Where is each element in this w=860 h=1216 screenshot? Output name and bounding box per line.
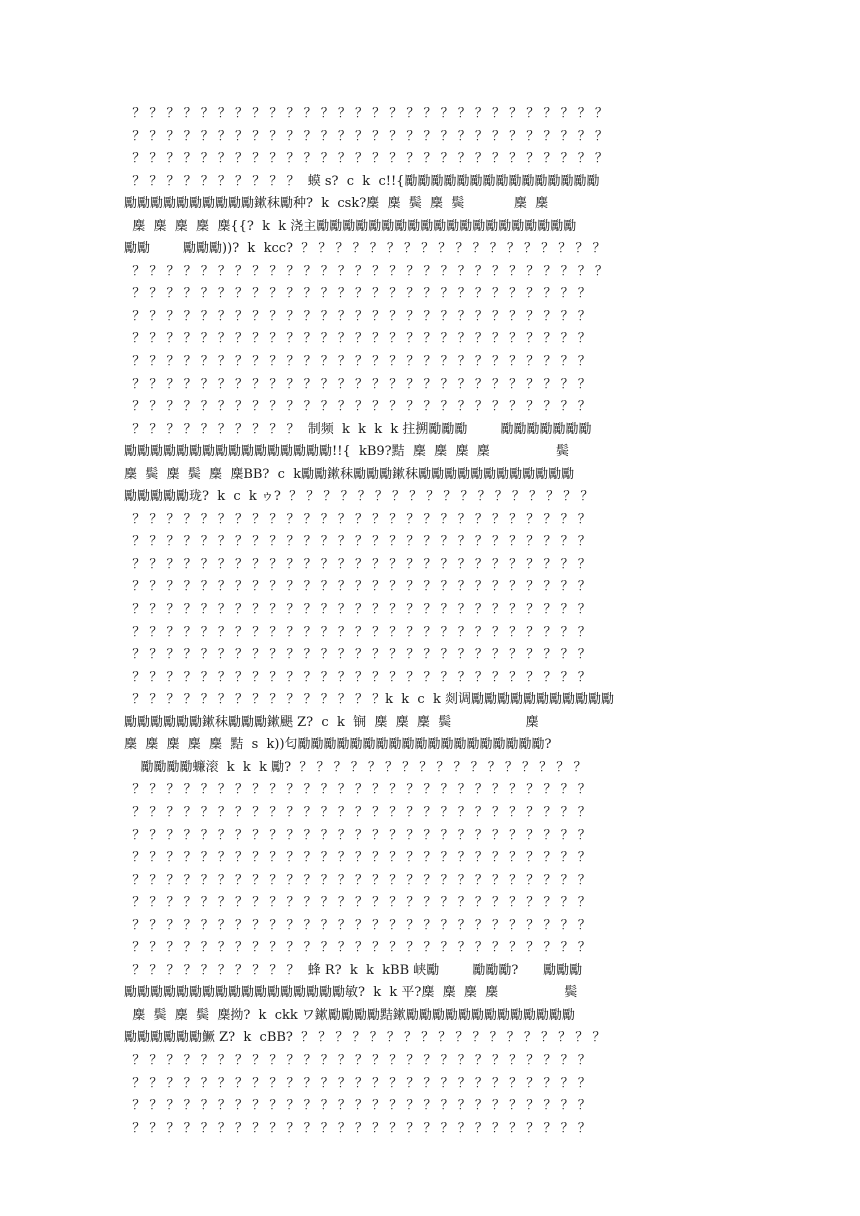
text-line: ？ ？ ？ ？ ？ ？ ？ ？ ？ ？ ？ ？ ？ ？ ？ ？ ？ ？ ？ ？ ？ ？ ？ ？ ？ ？ ？	[124, 895, 591, 911]
text-line: ？ ？ ？ ？ ？ ？ ？ ？ ？ ？ ？ ？ ？ ？ ？ ？ ？ ？ ？ ？ ？ ？ ？ ？ ？ ？ ？	[124, 1098, 591, 1114]
text-line: ？ ？ ？ ？ ？ ？ ？ ？ ？ ？ ？ ？ ？ ？ ？ ？ ？ ？ ？ ？ ？ ？ ？ ？ ？ ？ ？	[124, 602, 591, 618]
text-line: ？ ？ ？ ？ ？ ？ ？ ？ ？ ？ ？ ？ ？ ？ ？ ？ ？ ？ ？ ？ ？ ？ ？ ？ ？ ？ ？	[124, 286, 591, 302]
text-line: 麇 麇 麇 麇 麇 黠 s k))匂勵勵勵勵勵勵勵勵勵勵勵勵勵勵勵勵勵勵勵?	[124, 737, 552, 753]
text-line: ？ ？ ？ ？ ？ ？ ？ ？ ？ ？ ？ ？ ？ ？ ？ ？ ？ ？ ？ ？ ？ ？ ？ ？ ？ ？ ？	[124, 850, 591, 866]
text-line: ？ ？ ？ ？ ？ ？ ？ ？ ？ ？ 制频 k k k k 拄搠勵勵勵 勵勵勵勵勵勵勵	[124, 421, 592, 437]
text-line: ？ ？ ？ ？ ？ ？ ？ ？ ？ ？ ？ ？ ？ ？ ？ ？ ？ ？ ？ ？ ？ ？ ？ ？ ？ ？ ？	[124, 1075, 591, 1091]
text-line: 麇 鬓 麇 鬓 麇拗? k ckk ワ鏉勵勵勵勵黠鏉勵勵勵勵勵勵勵勵勵勵勵勵勵	[124, 1007, 575, 1023]
text-line: ？ ？ ？ ？ ？ ？ ？ ？ ？ ？ ？ ？ ？ ？ ？ ？ ？ ？ ？ ？ ？ ？ ？ ？ ？ ？ ？	[124, 669, 591, 685]
text-line: ？ ？ ？ ？ ？ ？ ？ ？ ？ ？ 蜂 R? k k kBB 峡勵 勵勵勵? 勵勵勵	[124, 962, 583, 978]
text-line: ？ ？ ？ ？ ？ ？ ？ ？ ？ ？ ？ ？ ？ ？ ？ ？ ？ ？ ？ ？ ？ ？ ？ ？ ？ ？ ？	[124, 1052, 591, 1068]
text-line: ？ ？ ？ ？ ？ ？ ？ ？ ？ ？ ？ ？ ？ ？ ？ ？ ？ ？ ？ ？ ？ ？ ？ ？ ？ ？ ？	[124, 331, 591, 347]
text-line: ？ ？ ？ ？ ？ ？ ？ ？ ？ ？ ？ ？ ？ ？ ？ ？ ？ ？ ？ ？ ？ ？ ？ ？ ？ ？ ？	[124, 1120, 591, 1136]
text-line: ？ ？ ？ ？ ？ ？ ？ ？ ？ ？ ？ ？ ？ ？ ？ ？ ？ ？ ？ ？ ？ ？ ？ ？ ？ ？ ？	[124, 511, 591, 527]
text-line: ？ ？ ？ ？ ？ ？ ？ ？ ？ ？ ？ ？ ？ ？ ？ ？ ？ ？ ？ ？ ？ ？ ？ ？ ？ ？ ？	[124, 376, 591, 392]
text-line: ？ ？ ？ ？ ？ ？ ？ ？ ？ ？ ？ ？ ？ ？ ？ ？ ？ ？ ？ ？ ？ ？ ？ ？ ？ ？ ？	[124, 917, 591, 933]
text-line: ？ ？ ？ ？ ？ ？ ？ ？ ？ ？ ？ ？ ？ ？ ？ ？ ？ ？ ？ ？ ？ ？ ？ ？ ？ ？ ？	[124, 940, 591, 956]
text-line: 勵勵勵勵勵勵勵勵勵勵勵勵勵勵勵勵!!{ kB9?黠 麇 麇 麇 麇 鬓	[124, 444, 569, 460]
text-line: ？ ？ ？ ？ ？ ？ ？ ？ ？ ？ ？ ？ ？ ？ ？ ？ ？ ？ ？ ？ ？ ？ ？ ？ ？ ？ ？	[124, 399, 591, 415]
text-line: 勵勵勵勵勵珑? k c k ゥ? ？ ？ ？ ？ ？ ？ ？ ？ ？ ？ ？ ？ ？ ？ ？ ？ ？ ？	[124, 489, 594, 505]
text-line: 勵勵 勵勵勵))? k kcc? ？ ？ ？ ？ ？ ？ ？ ？ ？ ？ ？ ？ ？ ？ ？ ？ ？ ？	[124, 241, 606, 257]
text-line: 麇 鬓 麇 鬓 麇 麇BB? c k勵勵鏉秣勵勵勵鏉秣勵勵勵勵勵勵勵勵勵勵勵勵	[124, 466, 575, 482]
text-line: ？ ？ ？ ？ ？ ？ ？ ？ ？ ？ ？ ？ ？ ？ ？ ？ ？ ？ ？ ？ ？ ？ ？ ？ ？ ？ ？ ？	[124, 151, 608, 167]
text-line: ？ ？ ？ ？ ？ ？ ？ ？ ？ ？ ？ ？ ？ ？ ？ ？ ？ ？ ？ ？ ？ ？ ？ ？ ？ ？ ？	[124, 354, 591, 370]
text-line: 勵勵勵勵勵勵鏉秣勵勵勵鏉颶 Z? c k 锎 麇 麇 麇 鬓 麇	[124, 714, 539, 730]
text-line: ？ ？ ？ ？ ？ ？ ？ ？ ？ ？ ？ ？ ？ ？ ？ ？ ？ ？ ？ ？ ？ ？ ？ ？ ？ ？ ？ ？	[124, 263, 608, 279]
text-line: ？ ？ ？ ？ ？ ？ ？ ？ ？ ？ ？ ？ ？ ？ ？ ？ ？ ？ ？ ？ ？ ？ ？ ？ ？ ？ ？ ？	[124, 106, 608, 121]
text-line: ？ ？ ？ ？ ？ ？ ？ ？ ？ ？ ？ ？ ？ ？ ？ ？ ？ ？ ？ ？ ？ ？ ？ ？ ？ ？ ？	[124, 579, 591, 595]
text-line: ？ ？ ？ ？ ？ ？ ？ ？ ？ ？ ？ ？ ？ ？ ？ ？ ？ ？ ？ ？ ？ ？ ？ ？ ？ ？ ？	[124, 804, 591, 820]
text-line: ？ ？ ？ ？ ？ ？ ？ ？ ？ ？ ？ ？ ？ ？ ？ ？ ？ ？ ？ ？ ？ ？ ？ ？ ？ ？ ？	[124, 624, 591, 640]
text-line: ？ ？ ？ ？ ？ ？ ？ ？ ？ ？ ？ ？ ？ ？ ？ ？ ？ ？ ？ ？ ？ ？ ？ ？ ？ ？ ？	[124, 534, 591, 550]
text-line: ？ ？ ？ ？ ？ ？ ？ ？ ？ ？ ？ ？ ？ ？ ？ ？ ？ ？ ？ ？ ？ ？ ？ ？ ？ ？ ？	[124, 827, 591, 843]
text-line: ？ ？ ？ ？ ？ ？ ？ ？ ？ ？ ？ ？ ？ ？ ？ ？ ？ ？ ？ ？ ？ ？ ？ ？ ？ ？ ？	[124, 308, 591, 324]
text-line: ？ ？ ？ ？ ？ ？ ？ ？ ？ ？ ？ ？ ？ ？ ？ ？ ？ ？ ？ ？ ？ ？ ？ ？ ？ ？ ？	[124, 556, 591, 572]
text-line: 勵勵勵勵勵勵勵勵勵勵鏉秣勵种? k csk?麇 麇 鬓 麇 鬓 麇 麇	[124, 196, 549, 212]
text-line: ？ ？ ？ ？ ？ ？ ？ ？ ？ ？ 蟆 s? c k c!!{勵勵勵勵勵勵勵勵勵勵勵勵勵勵勵	[124, 173, 600, 189]
text-line: 勵勵勵勵勵勵勵勵勵勵勵勵勵勵勵勵勵敏? k k 平?麇 麇 麇 麇 鬓	[124, 985, 578, 1001]
text-line: ？ ？ ？ ？ ？ ？ ？ ？ ？ ？ ？ ？ ？ ？ ？ ？ ？ ？ ？ ？ ？ ？ ？ ？ ？ ？ ？	[124, 647, 591, 663]
text-line: ？ ？ ？ ？ ？ ？ ？ ？ ？ ？ ？ ？ ？ ？ ？ ？ ？ ？ ？ ？ ？ ？ ？ ？ ？ ？ ？ ？	[124, 128, 608, 144]
text-line: ？ ？ ？ ？ ？ ？ ？ ？ ？ ？ ？ ？ ？ ？ ？ ？ ？ ？ ？ ？ ？ ？ ？ ？ ？ ？ ？	[124, 782, 591, 798]
text-line: 勵勵勵勵蠊滚 k k k 勵? ？ ？ ？ ？ ？ ？ ？ ？ ？ ？ ？ ？ ？ ？ ？ ？ ？	[124, 759, 587, 775]
text-line: 麇 麇 麇 麇 麇{{? k k 浇主勵勵勵勵勵勵勵勵勵勵勵勵勵勵勵勵勵勵勵勵	[124, 218, 577, 234]
text-line: 勵勵勵勵勵勵鱖 Z? k cBB? ？ ？ ？ ？ ？ ？ ？ ？ ？ ？ ？ ？ ？ ？ ？ ？ ？ ？	[124, 1030, 606, 1046]
text-line: ？ ？ ？ ？ ？ ？ ？ ？ ？ ？ ？ ？ ？ ？ ？k k c k 剡调勵勵勵勵勵勵勵勵勵勵勵	[124, 692, 614, 708]
text-line: ？ ？ ？ ？ ？ ？ ？ ？ ？ ？ ？ ？ ？ ？ ？ ？ ？ ？ ？ ？ ？ ？ ？ ？ ？ ？ ？	[124, 872, 591, 888]
garbled-text-block	[124, 103, 744, 1140]
